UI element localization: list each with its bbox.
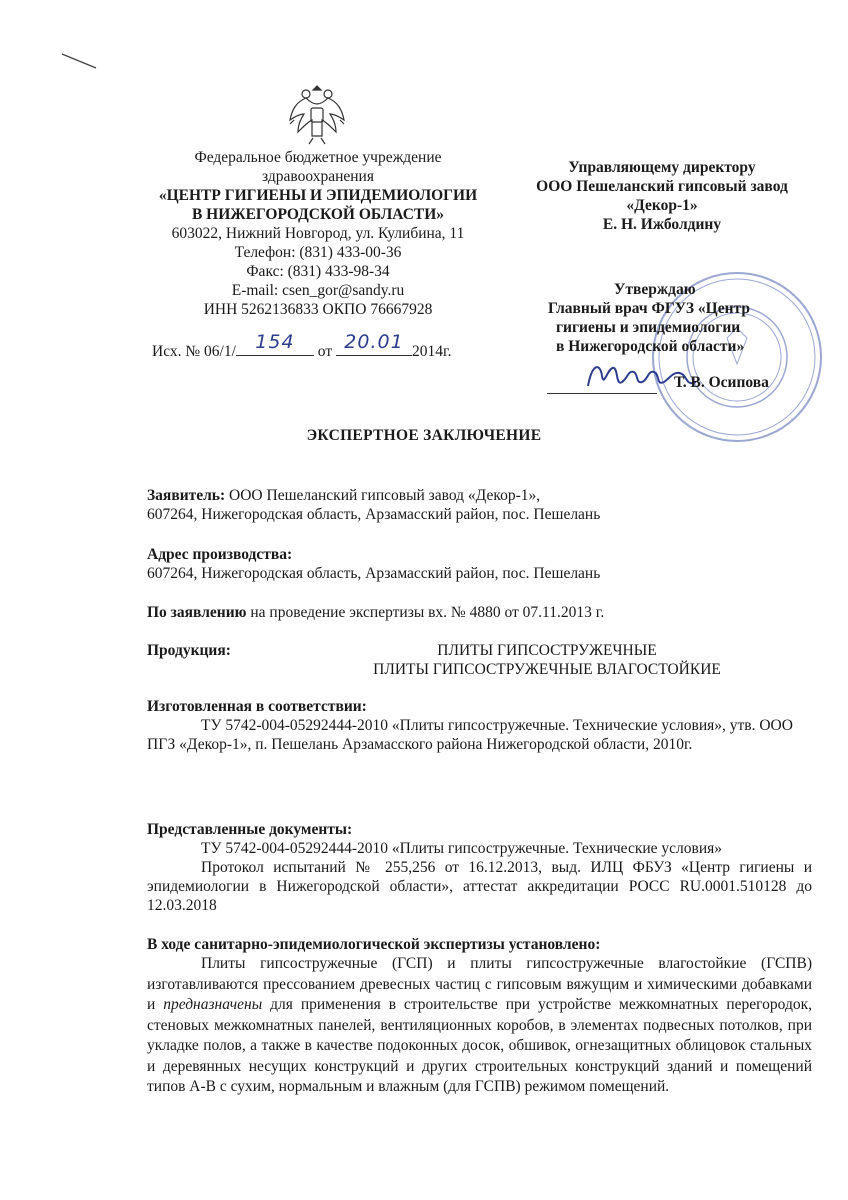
product-label: Продукция: <box>147 642 231 659</box>
applicant-label: Заявитель: <box>147 487 226 504</box>
findings-section <box>147 935 812 1098</box>
ref-from: от <box>317 343 333 360</box>
org-name-line: В НИЖЕГОРОДСКОЙ ОБЛАСТИ» <box>191 206 445 223</box>
org-fax: Факс: (831) 433-98-34 <box>246 263 390 280</box>
outgoing-reference <box>152 331 452 361</box>
applicant-value: ООО Пешеланский гипсовый завод «Декор-1», <box>225 487 541 504</box>
applicant-section <box>147 486 812 524</box>
applicant-address: 607264, Нижегородская область, Арзамасский район, пос. Пешелань <box>147 506 601 523</box>
product-section <box>147 641 812 681</box>
signer-name: Т. В. Осипова <box>674 374 769 391</box>
document-item: Протокол испытаний № 255,256 от 16.12.2013, выд. ИЛЦ ФБУЗ «Центр гигиены и эпидемиологии в Нижегородской области», аттестат аккредитации РОСС RU.0001.510128 до 12.03.2018 <box>147 859 812 914</box>
document-item: ТУ 5742-004-05292444-2010 «Плиты гипсостружечные. Технические условия» <box>201 840 723 857</box>
org-line: Федеральное бюджетное учреждение <box>194 149 442 166</box>
ref-date: 20.01 <box>344 331 404 353</box>
ref-date-field <box>336 331 412 356</box>
document-title: ЭКСПЕРТНОЕ ЗАКЛЮЧЕНИЕ <box>306 427 542 444</box>
approval-line: гигиены и эпидемиологии <box>556 319 741 336</box>
approval-line: Утверждаю <box>614 281 696 298</box>
request-value: на проведение экспертизы вх. № 4880 от 07.11.2013 г. <box>246 604 605 621</box>
approval-block <box>548 280 848 356</box>
manufactured-section <box>147 697 812 754</box>
org-name-line: «ЦЕНТР ГИГИЕНЫ И ЭПИДЕМИОЛОГИИ <box>158 187 478 204</box>
production-address: 607264, Нижегородская область, Арзамасский район, пос. Пешелань <box>147 565 601 582</box>
approval-line: Главный врач ФГУЗ «Центр <box>548 300 750 317</box>
ref-suffix: 2014г. <box>411 343 452 360</box>
manufactured-text: ТУ 5742-004-05292444-2010 «Плиты гипсостружечные. Технические условия», утв. ООО ПГЗ «Декор-1», п. Пешелань Арзамасского района Нижегородской области, 2010г. <box>147 717 793 753</box>
findings-paragraph <box>147 954 812 1098</box>
org-inn: ИНН 5262136833 ОКПО 76667928 <box>203 301 433 318</box>
organization-block <box>138 148 498 319</box>
approval-line: в Нижегородской области» <box>556 338 745 355</box>
documents-label: Представленные документы: <box>147 821 353 838</box>
findings-emphasis: предназначены <box>163 996 263 1013</box>
org-line: здравоохранения <box>262 168 374 185</box>
production-label: Адрес производства: <box>147 546 293 563</box>
addressee-line: ООО Пешеланский гипсовый завод <box>536 178 788 195</box>
ref-number: 154 <box>255 331 295 353</box>
product-item: ПЛИТЫ ГИПСОСТРУЖЕЧНЫЕ ВЛАГОСТОЙКИЕ <box>373 661 721 678</box>
request-section <box>147 603 812 622</box>
findings-text-rest: для применения в строительстве при устройстве межкомнатных перегородок, стеновых межкомнатных панелей, вентиляционных коробов, в элементах подвесных потолков, при укладке полов, а также в качестве подоконных досок, обшивок, огнезащитных облицовок стальных и деревянных несущих конструкций и других строительных конструкций зданий и помещений типов А-В с сухим, нормальным и влажным (для ГСПВ) режимом помещений. <box>147 996 812 1095</box>
documents-section <box>147 820 812 915</box>
addressee-line: Управляющему директору <box>568 159 756 176</box>
org-address: 603022, Нижний Новгород, ул. Кулибина, 11 <box>171 225 465 242</box>
coat-of-arms-icon <box>286 80 348 146</box>
addressee-line: «Декор-1» <box>626 197 698 214</box>
pen-stroke-mark <box>60 50 100 72</box>
ref-number-field <box>236 331 314 356</box>
org-phone: Телефон: (831) 433-00-36 <box>234 244 402 261</box>
manufactured-label: Изготовленная в соответствии: <box>147 698 367 715</box>
findings-label: В ходе санитарно-эпидемиологической экспертизы установлено: <box>147 936 601 953</box>
production-section <box>147 545 812 583</box>
product-item: ПЛИТЫ ГИПСОСТРУЖЕЧНЫЕ <box>437 642 657 659</box>
ref-prefix: Исх. № 06/1/ <box>152 343 236 360</box>
addressee-line: Е. Н. Ижболдину <box>602 216 722 233</box>
findings-text: Плиты гипсостружечные (ГСП) и плиты гипсостружечные влагостойкие (ГСПВ) изготавливаются прессованием древесных частиц с гипсовым вяжущим и химическими добавками и <box>147 955 812 1013</box>
org-email: E-mail: csen_gor@sandy.ru <box>231 282 405 299</box>
request-label: По заявлению <box>147 604 247 621</box>
addressee-block <box>512 158 812 234</box>
